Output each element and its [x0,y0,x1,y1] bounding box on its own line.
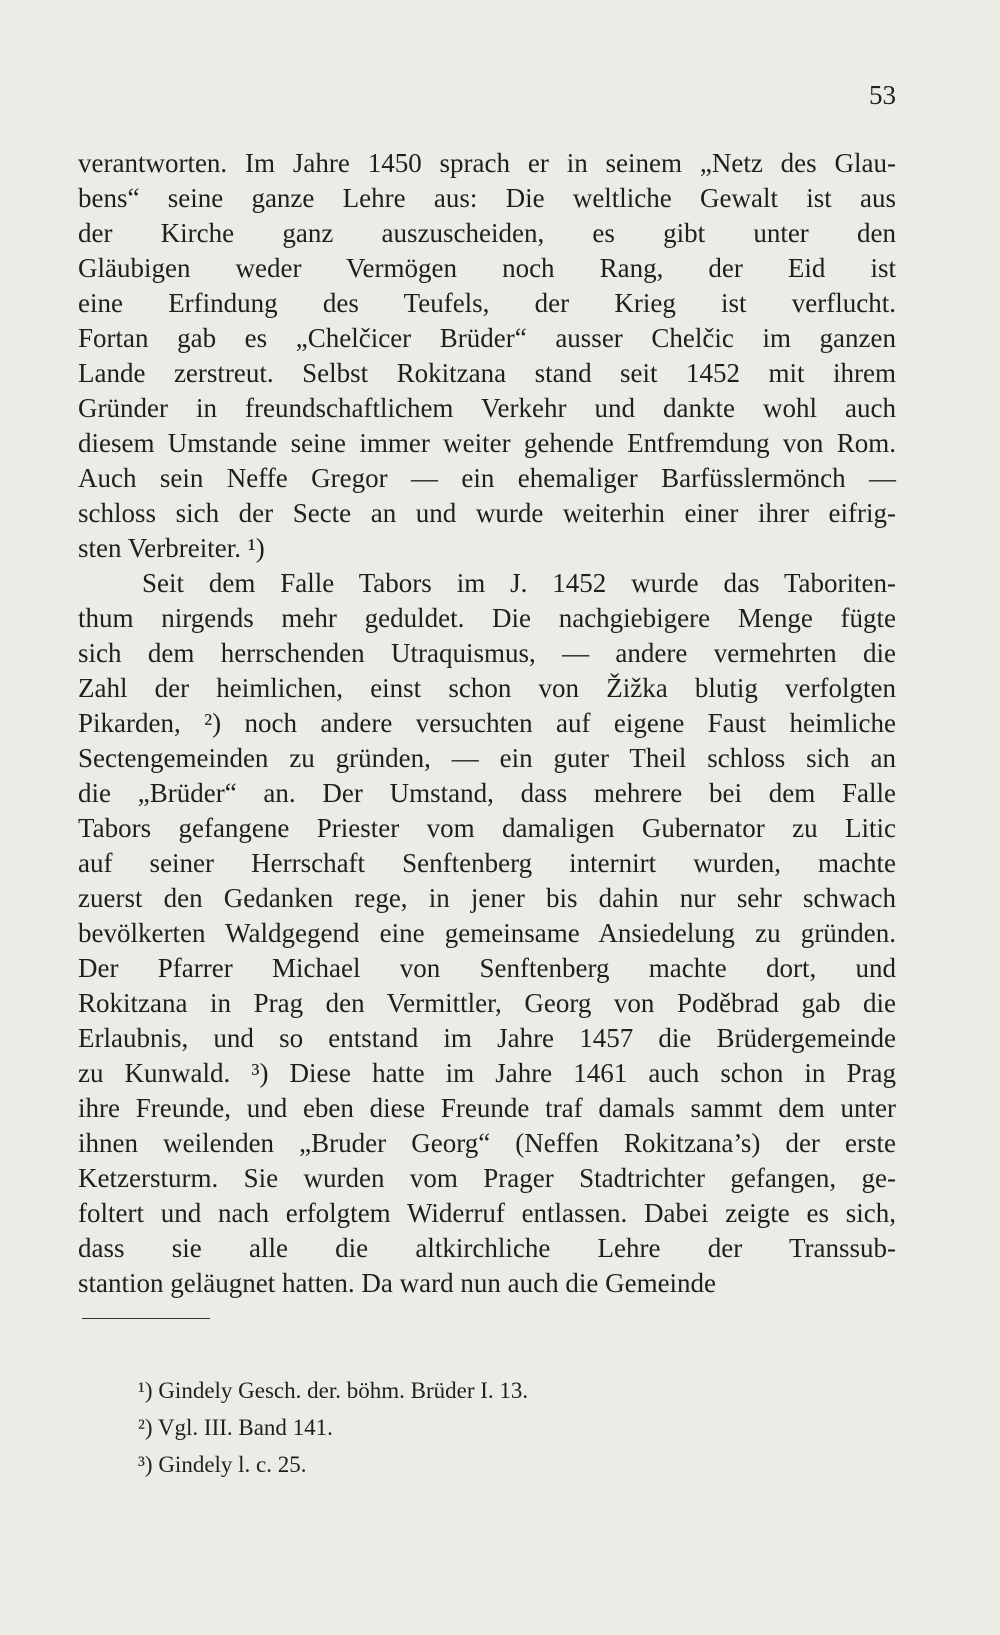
text-line: die „Brüder“ an. Der Umstand, dass mehrere bei dem Falle [78,778,896,808]
text-line: ihre Freunde, und eben diese Freunde traf damals sammt dem unter [78,1093,896,1123]
footnote [138,1446,528,1483]
footnote-text: Gindely Gesch. der. böhm. Brüder I. 13. [158,1378,529,1403]
text-line: diesem Umstande seine immer weiter gehende Entfremdung von Rom. [78,428,896,458]
text-line: Zahl der heimlichen, einst schon von Žižka blutig verfolgten [78,673,896,703]
text-line: verantworten. Im Jahre 1450 sprach er in seinem „Netz des Glau- [78,148,896,178]
text-line: Der Pfarrer Michael von Senftenberg machte dort, und [78,953,896,983]
text-line: Lande zerstreut. Selbst Rokitzana stand seit 1452 mit ihrem [78,358,896,388]
footnote-mark: ³) [138,1452,153,1477]
text-line: Gründer in freundschaftlichem Verkehr und dankte wohl auch [78,393,896,423]
text-line: Sectengemeinden zu gründen, — ein guter Theil schloss sich an [78,743,896,773]
text-line: Pikarden, ²) noch andere versuchten auf eigene Faust heimliche [78,708,896,738]
text-line: foltert und nach erfolgtem Widerruf entlassen. Dabei zeigte es sich, [78,1198,896,1228]
footnote-mark: ²) [138,1415,153,1440]
text-line: Ketzersturm. Sie wurden vom Prager Stadtrichter gefangen, ge- [78,1163,896,1193]
text-line: ihnen weilenden „Bruder Georg“ (Neffen Rokitzana’s) der erste [78,1128,896,1158]
footnotes [138,1372,528,1483]
text-line: zuerst den Gedanken rege, in jener bis dahin nur sehr schwach [78,883,896,913]
text-line: bevölkerten Waldgegend eine gemeinsame Ansiedelung zu gründen. [78,918,896,948]
text-line: dass sie alle die altkirchliche Lehre der Transsub- [78,1233,896,1263]
text-line: Erlaubnis, und so entstand im Jahre 1457 die Brüdergemeinde [78,1023,896,1053]
text-line: Auch sein Neffe Gregor — ein ehemaliger Barfüsslermönch — [78,463,896,493]
text-line: Fortan gab es „Chelčicer Brüder“ ausser Chelčic im ganzen [78,323,896,353]
footnote-text: Gindely l. c. 25. [158,1452,307,1477]
footnote-mark: ¹) [138,1378,153,1403]
page-number: 53 [869,80,896,110]
text-line: Seit dem Falle Tabors im J. 1452 wurde das Taboriten- [142,568,896,598]
text-line: Gläubigen weder Vermögen noch Rang, der Eid ist [78,253,896,283]
text-line: sich dem herrschenden Utraquismus, — andere vermehrten die [78,638,896,668]
text-line: auf seiner Herrschaft Senftenberg internirt wurden, machte [78,848,896,878]
body-text [78,146,896,1301]
text-line: eine Erfindung des Teufels, der Krieg ist verflucht. [78,288,896,318]
footnote-text: Vgl. III. Band 141. [157,1415,333,1440]
text-line: der Kirche ganz auszuscheiden, es gibt unter den [78,218,896,248]
text-line: zu Kunwald. ³) Diese hatte im Jahre 1461 auch schon in Prag [78,1058,896,1088]
footnote [138,1372,528,1409]
text-line: thum nirgends mehr geduldet. Die nachgiebigere Menge fügte [78,603,896,633]
text-line: sten Verbreiter. ¹) [78,533,265,563]
text-line: schloss sich der Secte an und wurde weiterhin einer ihrer eifrig- [78,498,896,528]
text-line: stantion geläugnet hatten. Da ward nun auch die Gemeinde [78,1268,717,1298]
footnote [138,1409,528,1446]
text-line: Tabors gefangene Priester vom damaligen Gubernator zu Litic [78,813,896,843]
text-line: Rokitzana in Prag den Vermittler, Georg von Poděbrad gab die [78,988,896,1018]
text-line: bens“ seine ganze Lehre aus: Die weltliche Gewalt ist aus [78,183,896,213]
footnote-divider [82,1318,210,1319]
